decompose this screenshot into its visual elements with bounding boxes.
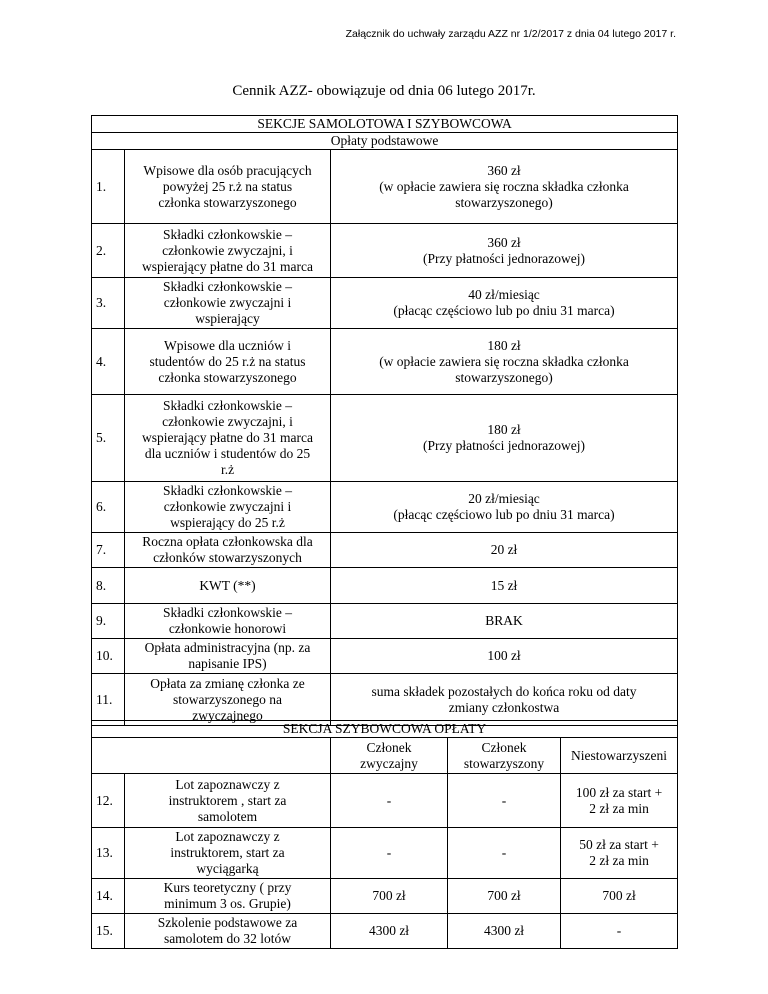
- column-header: Niestowarzyszeni: [561, 738, 678, 774]
- header-note: Załącznik do uchwały zarządu AZZ nr 1/2/2017 z dnia 04 lutego 2017 r.: [345, 28, 676, 40]
- row-number: 7.: [92, 533, 125, 568]
- row-number: 2.: [92, 224, 125, 278]
- row-number: 13.: [92, 828, 125, 879]
- row-description: Składki członkowskie – członkowie zwyczajni, i wspierający płatne do 31 marca: [125, 224, 331, 278]
- row-price: 180 zł (w opłacie zawiera się roczna składka członka stowarzyszonego): [331, 329, 678, 395]
- row-description: Roczna opłata członkowska dla członków stowarzyszonych: [125, 533, 331, 568]
- row-price: suma składek pozostałych do końca roku od daty zmiany członkostwa: [331, 674, 678, 726]
- row-price: 4300 zł: [331, 914, 448, 949]
- section-title: SEKCJA SZYBOWCOWA OPŁATY: [92, 721, 678, 738]
- section-title: SEKCJE SAMOLOTOWA I SZYBOWCOWA: [92, 116, 678, 133]
- row-price: 4300 zł: [448, 914, 561, 949]
- table-subsection-row: [92, 133, 678, 150]
- row-description: Wpisowe dla osób pracujących powyżej 25 r.ż na status członka stowarzyszonego: [125, 150, 331, 224]
- table-section-row: [92, 721, 678, 738]
- table-row: [92, 150, 678, 224]
- row-number: 14.: [92, 879, 125, 914]
- row-price: 700 zł: [331, 879, 448, 914]
- table-row: [92, 639, 678, 674]
- row-price: -: [331, 774, 448, 828]
- row-price: 700 zł: [448, 879, 561, 914]
- row-description: Składki członkowskie – członkowie zwyczajni, i wspierający płatne do 31 marca dla uczniów i studentów do 25 r.ż: [125, 395, 331, 482]
- row-price: 360 zł (w opłacie zawiera się roczna składka członka stowarzyszonego): [331, 150, 678, 224]
- row-description: Składki członkowskie – członkowie zwyczajni i wspierający do 25 r.ż: [125, 482, 331, 533]
- table-row: [92, 828, 678, 879]
- table-row: [92, 329, 678, 395]
- row-price: -: [448, 774, 561, 828]
- row-number: 11.: [92, 674, 125, 726]
- table-row: [92, 774, 678, 828]
- subsection-title: Opłaty podstawowe: [92, 133, 678, 150]
- row-number: 4.: [92, 329, 125, 395]
- row-description: Składki członkowskie – członkowie zwyczajni i wspierający: [125, 278, 331, 329]
- row-number: 5.: [92, 395, 125, 482]
- row-price: 20 zł/miesiąc (płacąc częściowo lub po dniu 31 marca): [331, 482, 678, 533]
- table-header-row: [92, 738, 678, 774]
- table-row: [92, 224, 678, 278]
- row-description: Kurs teoretyczny ( przy minimum 3 os. Grupie): [125, 879, 331, 914]
- table-row: [92, 482, 678, 533]
- table-row: [92, 879, 678, 914]
- basic-fees-table: [91, 115, 678, 726]
- row-price: -: [331, 828, 448, 879]
- table-section-row: [92, 116, 678, 133]
- table-row: [92, 395, 678, 482]
- row-price: 100 zł: [331, 639, 678, 674]
- row-number: 6.: [92, 482, 125, 533]
- row-number: 8.: [92, 568, 125, 604]
- table-row: [92, 278, 678, 329]
- header-empty-cell: [92, 738, 331, 774]
- table-row: [92, 604, 678, 639]
- row-price: 180 zł (Przy płatności jednorazowej): [331, 395, 678, 482]
- table-row: [92, 674, 678, 726]
- row-number: 15.: [92, 914, 125, 949]
- row-price: BRAK: [331, 604, 678, 639]
- column-header: Członek stowarzyszony: [448, 738, 561, 774]
- column-header: Członek zwyczajny: [331, 738, 448, 774]
- row-price: -: [448, 828, 561, 879]
- row-description: Opłata za zmianę członka ze stowarzyszonego na zwyczajnego: [125, 674, 331, 726]
- row-price: 50 zł za start + 2 zł za min: [561, 828, 678, 879]
- table-row: [92, 914, 678, 949]
- glider-fees-table: [91, 720, 678, 949]
- row-price: 40 zł/miesiąc (płacąc częściowo lub po dniu 31 marca): [331, 278, 678, 329]
- table-row: [92, 568, 678, 604]
- row-number: 1.: [92, 150, 125, 224]
- row-description: Wpisowe dla uczniów i studentów do 25 r.ż na status członka stowarzyszonego: [125, 329, 331, 395]
- table-row: [92, 533, 678, 568]
- row-number: 9.: [92, 604, 125, 639]
- row-price: 360 zł (Przy płatności jednorazowej): [331, 224, 678, 278]
- row-price: 20 zł: [331, 533, 678, 568]
- document-title: Cennik AZZ- obowiązuje od dnia 06 lutego 2017r.: [232, 83, 536, 99]
- row-price: -: [561, 914, 678, 949]
- row-description: Lot zapoznawczy z instruktorem , start za samolotem: [125, 774, 331, 828]
- row-price: 700 zł: [561, 879, 678, 914]
- row-number: 12.: [92, 774, 125, 828]
- row-number: 10.: [92, 639, 125, 674]
- row-price: 15 zł: [331, 568, 678, 604]
- row-description: Składki członkowskie – członkowie honorowi: [125, 604, 331, 639]
- row-description: Lot zapoznawczy z instruktorem, start za wyciągarką: [125, 828, 331, 879]
- row-description: Opłata administracyjna (np. za napisanie IPS): [125, 639, 331, 674]
- row-description: KWT (**): [125, 568, 331, 604]
- row-price: 100 zł za start + 2 zł za min: [561, 774, 678, 828]
- row-number: 3.: [92, 278, 125, 329]
- row-description: Szkolenie podstawowe za samolotem do 32 lotów: [125, 914, 331, 949]
